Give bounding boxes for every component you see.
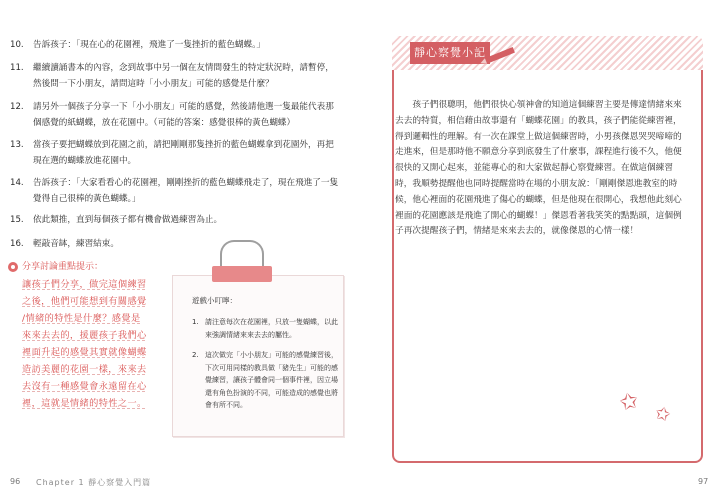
discussion-line: 讓孩子們分享，做完這個練習: [22, 279, 147, 290]
page-number-right: 97: [698, 477, 709, 486]
card-body: [395, 98, 687, 240]
card-paragraph: 孩子們很聰明，他們很快心領神會的知道這個練習主要是傳達情緒來來去去的特質，相信藉由故事還有「蝴蝶花園」的教具，孩子們能從練習裡，得到邏輯性的理解。有一次在課堂上做這個練習時，小男孩傑恩哭哭啼啼的走進來，但是那時他不願意分享到底發生了什麼事，課程進行後不久，他便很快的又開心起來，並能專心的和大家做起靜心察覺練習。在做這個練習時，我順勢提醒他也同時提醒當時在場的小朋友說：「剛剛傑恩進教室的時候，他心裡面的花園飛進了傷心的蝴蝶，但是他現在很開心，我想他此刻心裡面的花園應該是飛進了開心的蝴蝶！」傑恩看著我笑笑的點點頭，這個例子再次提醒孩子們，情緒是來來去去的，就像傑恩的心情一樣！: [395, 100, 682, 237]
discussion-line: /情緒的特性是什麼？感覺是: [22, 313, 141, 324]
step-number: 14.: [10, 178, 24, 188]
star-icon: ✩: [652, 402, 673, 427]
step-number: 16.: [10, 239, 24, 249]
bullet-icon: [8, 262, 18, 272]
discussion-line: 來來去去的，援麗孩子我們心: [22, 330, 147, 341]
step-number: 13.: [10, 140, 24, 150]
step-number: 12.: [10, 102, 24, 112]
step-number: 10.: [10, 40, 24, 50]
step-text: 告訴孩子：「大家看看心的花園裡，剛剛挫折的藍色蝴蝶飛走了，現在飛進了一隻覺得自己很棒的黃色蝴蝶。」: [33, 178, 339, 204]
star-icon: ✩: [617, 388, 641, 417]
step-text: 輕敲音缽，練習結束。: [33, 239, 119, 249]
card-title: 靜心察覺小記: [414, 46, 486, 59]
step-text: 告訴孩子：「現在心的花園裡，飛進了一隻挫折的藍色蝴蝶。」: [33, 40, 266, 50]
discussion-title: 分享討論重點提示：: [22, 262, 104, 272]
step-text: 繼續讀誦書本的內容，念到故事中另一個在友情間發生的特定狀況時，請暫停，然後問一下小朋友，請問這時「小小朋友」可能的感覺是什麼？: [33, 63, 334, 89]
discussion-line: 裡面升起的感覺其實就像蝴蝶: [22, 347, 147, 358]
note-item-number: 2.: [192, 351, 199, 359]
discussion-line: 裡，這就是情緒的特性之一。: [22, 398, 147, 409]
discussion-line: 造訪美麗的花園一樣，來來去: [22, 364, 147, 375]
note-item-text: 這次做完「小小朋友」可能的感覺練習後，下次可用同樣的教具做「豬先生」可能的感覺練習，讓孩子體會同一個事件裡，因立場還有角色扮演的不同，可能造成的感覺也將會有所不同。: [205, 351, 338, 409]
step-text: 當孩子要把蝴蝶放到花園之前，請把剛剛那隻挫折的藍色蝴蝶拿到花園外，再把現在選的蝴蝶放進花園中。: [33, 140, 334, 166]
chapter-footer: Chapter 1 靜心察覺入門篇: [36, 478, 152, 487]
note-item-text: 請注意每次在花園裡，只放一隻蝴蝶，以此來強調情緒來來去去的屬性。: [205, 318, 338, 339]
discussion-line: 去沒有一種感覺會永遠留在心: [22, 381, 147, 392]
step-text: 依此類推，直到每個孩子都有機會做過練習為止。: [33, 215, 223, 225]
note-item-number: 1.: [192, 318, 199, 326]
page-number-left: 96: [10, 477, 21, 486]
discussion-line: 之後，他們可能想到有關感覺: [22, 296, 147, 307]
step-text: 請另外一個孩子分享一下「小小朋友」可能的感覺，然後請他選一隻最能代表那個感覺的紙蝴蝶，放在花園中。（可能的答案：感覺很棒的黃色蝴蝶）: [33, 102, 334, 128]
note-title: 遊戲小叮嚀：: [192, 296, 237, 305]
discussion-body: [22, 276, 160, 412]
binder-clip-band: [212, 266, 272, 282]
step-number: 15.: [10, 215, 24, 225]
step-number: 11.: [10, 63, 24, 73]
